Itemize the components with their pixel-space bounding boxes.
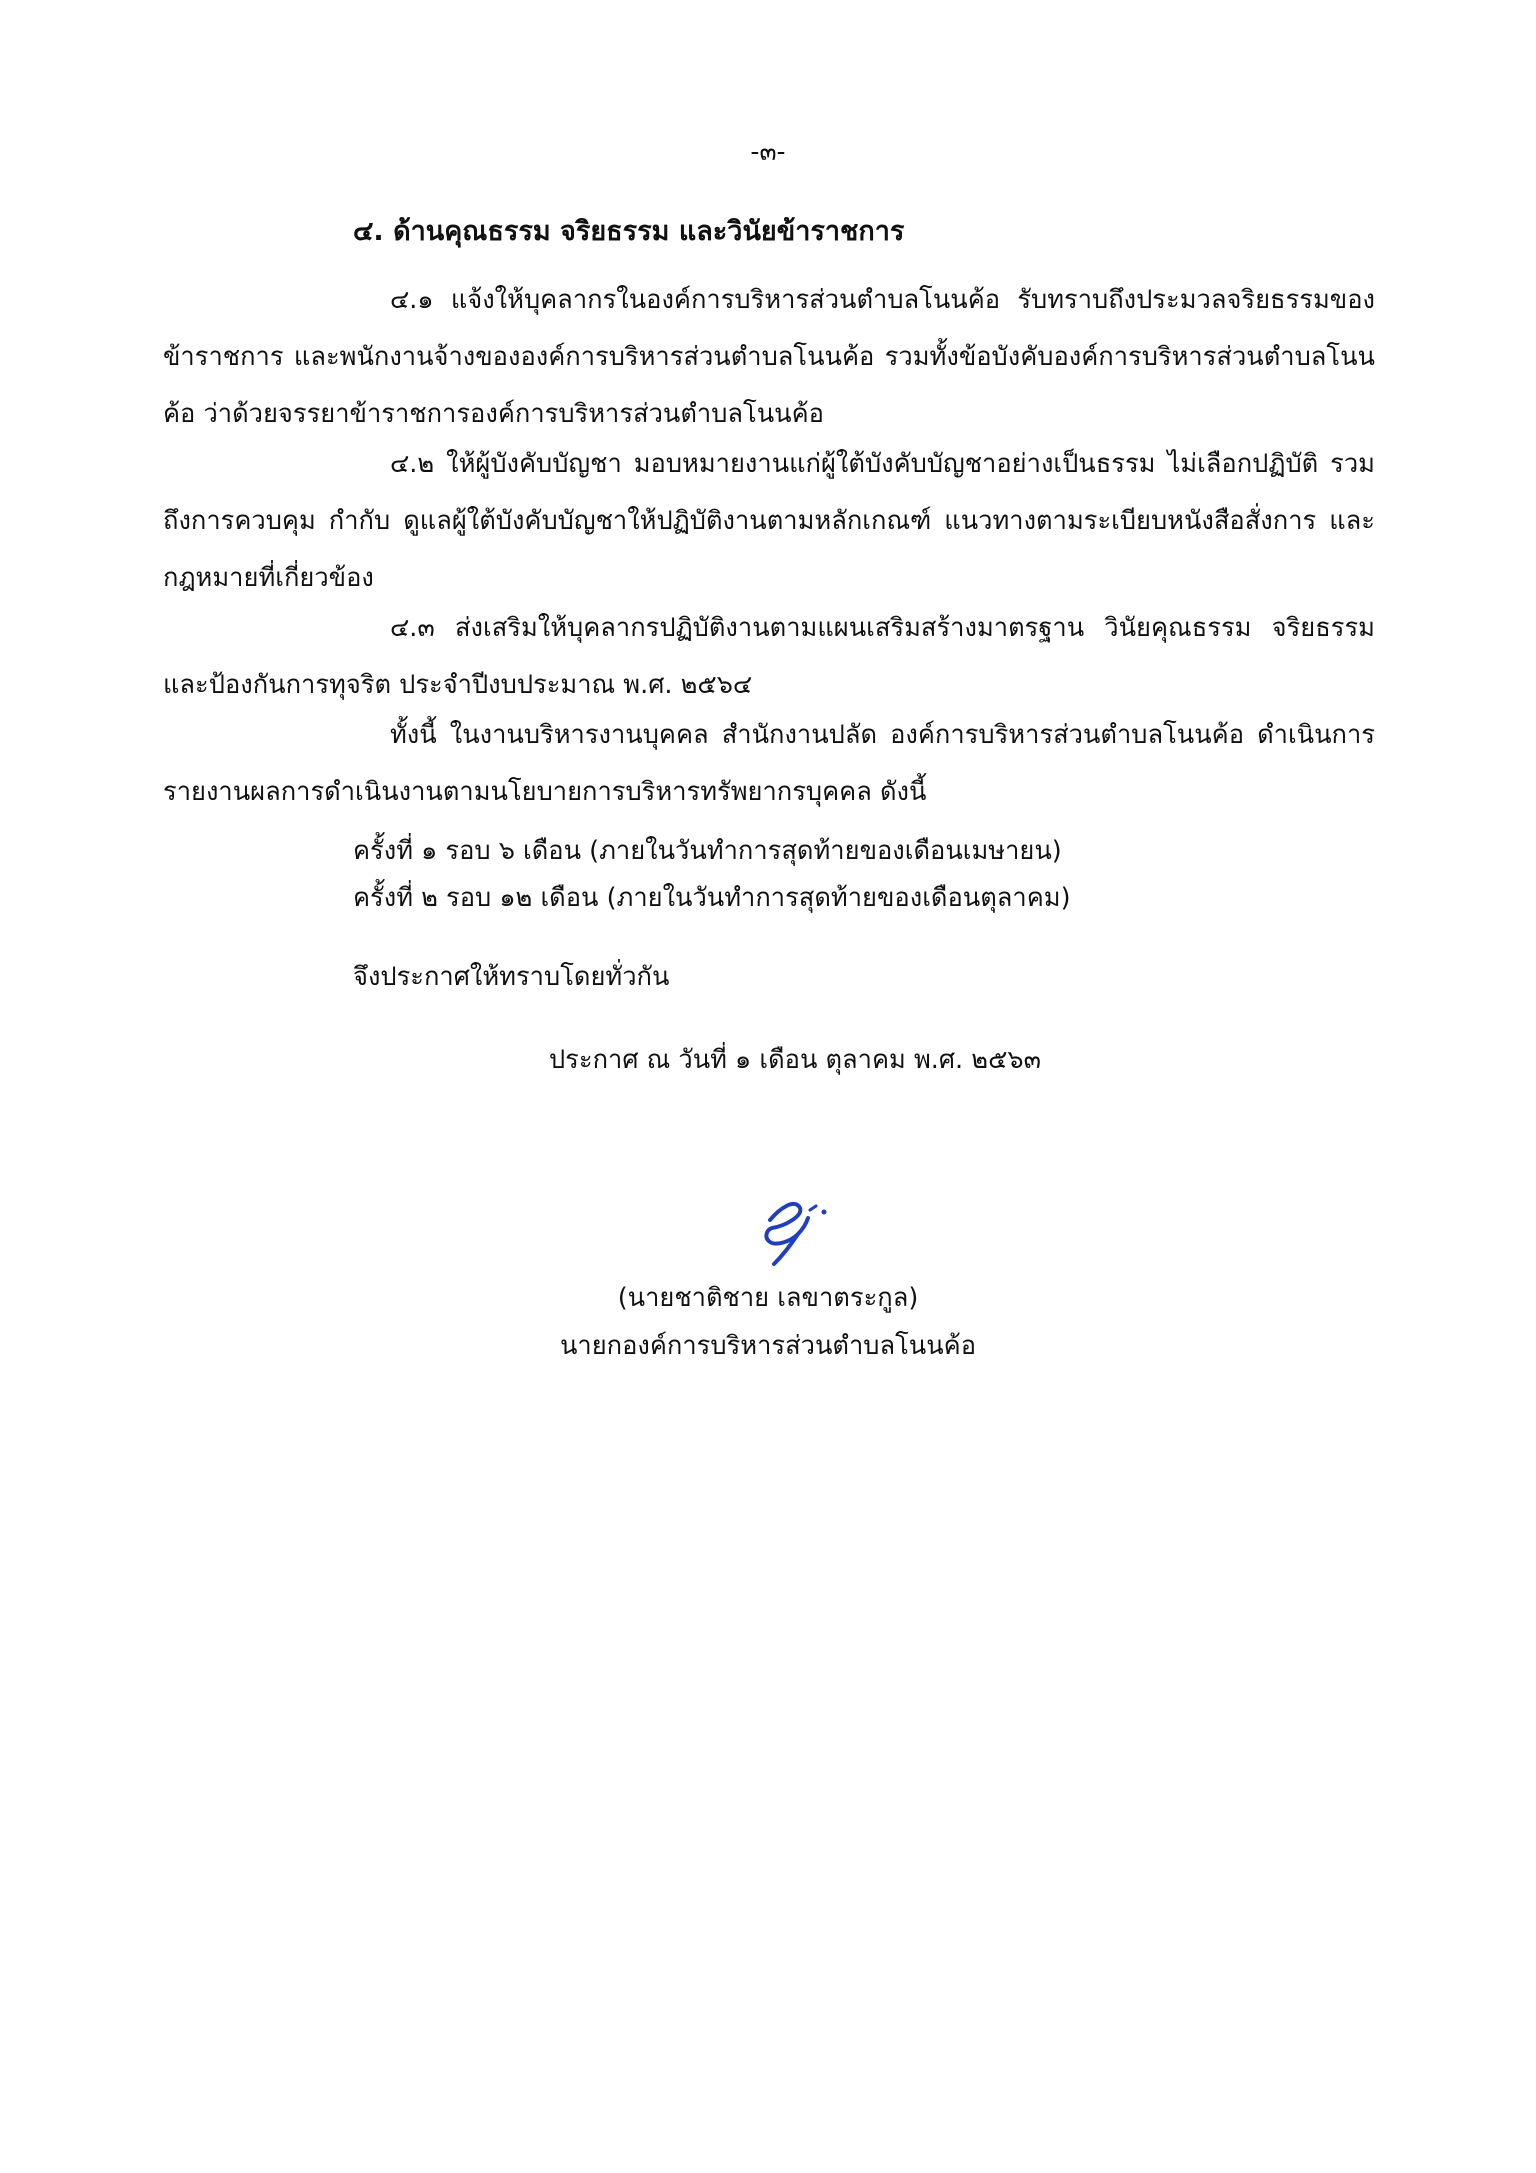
- signature-tail: [774, 1234, 798, 1264]
- closing-statement: จึงประกาศให้ทราบโดยทั่วกัน: [353, 962, 670, 992]
- announcement-date: ประกาศ ณ วันที่ ๑ เดือน ตุลาคม พ.ศ. ๒๕๖๓: [549, 1045, 1041, 1075]
- signature-dot: [822, 1210, 827, 1215]
- signature-image: [740, 1168, 840, 1268]
- paragraph-4-1: ๔.๑ แจ้งให้บุคลากรในองค์การบริหารส่วนตำบลโนนค้อ รับทราบถึงประมวลจริยธรรมของข้าราชการ และพนักงานจ้างขององค์การบริหารส่วนตำบลโนนค้อ รวมทั้งข้อบังคับองค์การบริหารส่วนตำบลโนนค้อ ว่าด้วยจรรยาข้าราชการองค์การบริหารส่วนตำบลโนนค้อ: [163, 285, 1375, 429]
- paragraph-4-3: ๔.๓ ส่งเสริมให้บุคลากรปฏิบัติงานตามแผนเสริมสร้างมาตรฐาน วินัยคุณธรรม จริยธรรม และป้องกันการทุจริต ประจำปีงบประมาณ พ.ศ. ๒๕๖๔: [163, 613, 1375, 700]
- section-heading: ๔. ด้านคุณธรรม จริยธรรม และวินัยข้าราชการ: [353, 216, 905, 247]
- signature-stroke: [766, 1204, 808, 1244]
- paragraph-4-2: ๔.๒ ให้ผู้บังคับบัญชา มอบหมายงานแก่ผู้ใต้บังคับบัญชาอย่างเป็นธรรม ไม่เลือกปฏิบัติ รวมถึงการควบคุม กำกับ ดูแลผู้ใต้บังคับบัญชาให้ปฏิบัติงานตามหลักเกณฑ์ แนวทางตามระเบียบหนังสือสั่งการ และกฎหมายที่เกี่ยวข้อง: [163, 449, 1375, 593]
- page-number: -๓-: [750, 137, 786, 166]
- report-round-2: ครั้งที่ ๒ รอบ ๑๒ เดือน (ภายในวันทำการสุดท้ายของเดือนตุลาคม): [353, 883, 1071, 913]
- paragraph-reporting: ทั้งนี้ ในงานบริหารงานบุคคล สำนักงานปลัด องค์การบริหารส่วนตำบลโนนค้อ ดำเนินการรายงานผลการดำเนินงานตามนโยบายการบริหารทรัพยากรบุคคล ดังนี้: [163, 720, 1375, 807]
- report-round-1: ครั้งที่ ๑ รอบ ๖ เดือน (ภายในวันทำการสุดท้ายของเดือนเมษายน): [353, 836, 1062, 866]
- signer-position: นายกองค์การบริหารส่วนตำบลโนนค้อ: [559, 1331, 977, 1361]
- signature-dash: [810, 1206, 816, 1210]
- signer-name: (นายชาติชาย เลขาตระกูล): [617, 1283, 919, 1313]
